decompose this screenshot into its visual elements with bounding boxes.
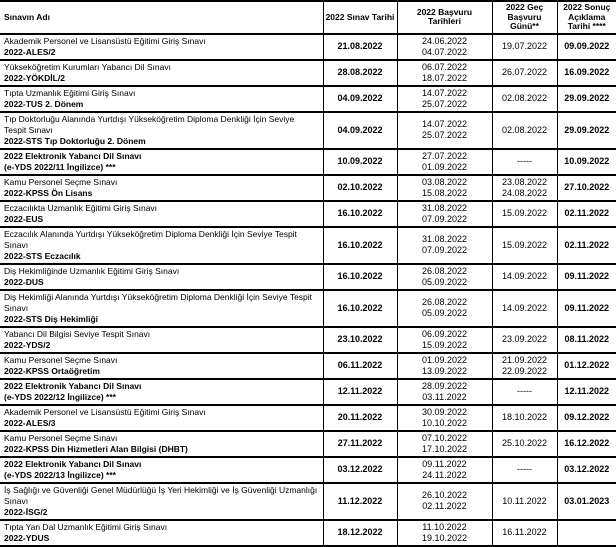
late-application-line1: ----- xyxy=(517,464,532,474)
exam-name-cell xyxy=(0,405,323,431)
late-application-cell xyxy=(492,483,557,520)
late-application-cell xyxy=(492,327,557,353)
application-dates-cell xyxy=(397,34,492,60)
late-application-cell xyxy=(492,149,557,175)
result-date-cell: 12.11.2022 xyxy=(557,379,616,405)
application-end-date: 25.07.2022 xyxy=(421,98,468,109)
exam-date-cell: 10.09.2022 xyxy=(323,149,397,175)
table-row xyxy=(0,264,616,290)
application-start-date: 14.07.2022 xyxy=(421,119,468,129)
late-application-cell xyxy=(492,112,557,149)
late-application-line1: 15.09.2022 xyxy=(501,208,548,218)
application-dates-cell xyxy=(397,327,492,353)
late-application-line1: 16.11.2022 xyxy=(502,527,547,537)
result-date-cell: 02.11.2022 xyxy=(557,201,616,227)
exam-title: Yükseköğretim Kurumları Yabancı Dil Sınavı xyxy=(4,61,171,72)
exam-title: 2022 Elektronik Yabancı Dil Sınavı xyxy=(4,458,142,469)
application-end-date: 01.09.2022 xyxy=(421,161,468,172)
late-application-cell xyxy=(492,405,557,431)
exam-title: Akademik Personel ve Lisansüstü Eğitimi Giriş Sınavı xyxy=(4,35,206,46)
exam-title: Eczacılıkta Uzmanlık Eğitimi Giriş Sınavı xyxy=(4,202,158,213)
table-row xyxy=(0,201,616,227)
exam-title: Akademik Personel ve Lisansüstü Eğitimi Giriş Sınavı xyxy=(4,406,206,417)
result-date-cell: 16.12.2022 xyxy=(557,431,616,457)
col-header-exam-name: Sınavın Adı xyxy=(0,1,323,34)
late-application-line1: 23.09.2022 xyxy=(501,334,548,344)
late-application-cell xyxy=(492,175,557,201)
exam-date-cell: 06.11.2022 xyxy=(323,353,397,379)
application-start-date: 27.07.2022 xyxy=(421,150,468,161)
exam-title: Tıpta Uzmanlık Eğitimi Giriş Sınavı xyxy=(4,87,136,98)
exam-title: 2022 Elektronik Yabancı Dil Sınavı xyxy=(4,150,142,161)
result-date-cell: 09.09.2022 xyxy=(557,34,616,60)
application-start-date: 24.06.2022 xyxy=(421,35,468,46)
exam-date-cell: 28.08.2022 xyxy=(323,60,397,86)
late-application-cell xyxy=(492,201,557,227)
application-dates-cell xyxy=(397,149,492,175)
header-row xyxy=(0,1,616,34)
application-start-date: 31.08.2022 xyxy=(421,202,468,213)
application-dates-cell xyxy=(397,483,492,520)
application-end-date: 24.11.2022 xyxy=(422,469,467,480)
application-start-date: 28.09.2022 xyxy=(421,380,468,391)
exam-code: 2022-DUS xyxy=(4,276,44,287)
table-row xyxy=(0,149,616,175)
exam-date-cell: 20.11.2022 xyxy=(323,405,397,431)
table-row xyxy=(0,483,616,520)
application-start-date: 11.10.2022 xyxy=(422,521,467,532)
col-header-late-application: 2022 Geç Başvuru Günü** xyxy=(492,1,557,34)
application-end-date: 05.09.2022 xyxy=(421,308,468,318)
exam-date-cell: 16.10.2022 xyxy=(323,227,397,264)
application-dates-cell xyxy=(397,520,492,546)
exam-title: Kamu Personel Seçme Sınavı xyxy=(4,432,118,443)
table-row xyxy=(0,86,616,112)
application-dates-cell xyxy=(397,86,492,112)
exam-code: 2022-KPSS Ortaöğretim xyxy=(4,365,100,376)
table-row xyxy=(0,290,616,327)
late-application-line2: 22.09.2022 xyxy=(501,365,548,376)
application-dates-cell xyxy=(397,405,492,431)
exam-name-cell xyxy=(0,86,323,112)
exam-date-cell: 03.12.2022 xyxy=(323,457,397,483)
result-date-cell: 10.09.2022 xyxy=(557,149,616,175)
exam-title: İş Sağlığı ve Güvenliği Genel Müdürlüğü İş Yeri Hekimliği ve İş Güvenliği Uzmanlığı Sınavı xyxy=(4,484,318,506)
late-application-line1: 23.08.2022 xyxy=(501,176,548,187)
result-date-cell: 02.11.2022 xyxy=(557,227,616,264)
result-date-cell xyxy=(557,520,616,546)
late-application-cell xyxy=(492,34,557,60)
late-application-cell xyxy=(492,353,557,379)
exam-code: 2022-KPSS Din Hizmetleri Alan Bilgisi (DHBT) xyxy=(4,443,188,454)
result-date-cell: 09.12.2022 xyxy=(557,405,616,431)
exam-code: 2022-EUS xyxy=(4,213,44,224)
table-row xyxy=(0,327,616,353)
application-end-date: 04.07.2022 xyxy=(421,46,468,57)
result-date-cell: 29.09.2022 xyxy=(557,86,616,112)
table-row xyxy=(0,405,616,431)
late-application-cell xyxy=(492,86,557,112)
exam-name-cell xyxy=(0,520,323,546)
exam-name-cell xyxy=(0,112,323,149)
exam-name-cell xyxy=(0,379,323,405)
application-end-date: 18.07.2022 xyxy=(421,72,468,83)
exam-name-cell xyxy=(0,483,323,520)
late-application-cell xyxy=(492,457,557,483)
application-end-date: 10.10.2022 xyxy=(421,417,468,428)
late-application-line2: 24.08.2022 xyxy=(501,187,548,198)
exam-code: 2022-ALES/2 xyxy=(4,46,56,57)
application-start-date: 09.11.2022 xyxy=(422,458,467,469)
exam-title: 2022 Elektronik Yabancı Dil Sınavı xyxy=(4,380,142,391)
exam-title: Tıpta Yan Dal Uzmanlık Eğitimi Giriş Sınavı xyxy=(4,521,168,532)
exam-title: Tıp Doktorluğu Alanında Yurtdışı Yükseköğretim Diploma Denkliği İçin Seviye Tespit Sınavı xyxy=(4,113,295,135)
application-dates-cell xyxy=(397,175,492,201)
late-application-line1: 25.10.2022 xyxy=(501,438,548,448)
late-application-line1: 10.11.2022 xyxy=(502,495,547,506)
table-row xyxy=(0,175,616,201)
result-date-cell: 16.09.2022 xyxy=(557,60,616,86)
application-start-date: 30.09.2022 xyxy=(421,406,468,417)
application-dates-cell xyxy=(397,264,492,290)
exam-name-cell xyxy=(0,201,323,227)
application-dates-cell xyxy=(397,353,492,379)
late-application-line1: 26.07.2022 xyxy=(501,67,548,77)
exam-date-cell: 16.10.2022 xyxy=(323,290,397,327)
table-row xyxy=(0,379,616,405)
application-end-date: 03.11.2022 xyxy=(422,391,467,402)
late-application-line1: 18.10.2022 xyxy=(501,412,548,422)
result-date-cell: 03.01.2023 xyxy=(557,483,616,520)
table-row xyxy=(0,60,616,86)
col-header-exam-date: 2022 Sınav Tarihi xyxy=(323,1,397,34)
application-end-date: 02.11.2022 xyxy=(422,501,467,511)
result-date-cell: 09.11.2022 xyxy=(557,290,616,327)
application-end-date: 07.09.2022 xyxy=(421,245,468,255)
table-row xyxy=(0,353,616,379)
late-application-line1: 02.08.2022 xyxy=(501,93,548,103)
application-start-date: 06.09.2022 xyxy=(421,328,468,339)
application-dates-cell xyxy=(397,227,492,264)
exam-code: (e-YDS 2022/12 İngilizce) *** xyxy=(4,391,116,402)
application-end-date: 19.10.2022 xyxy=(421,532,468,543)
exam-date-cell: 04.09.2022 xyxy=(323,112,397,149)
application-start-date: 06.07.2022 xyxy=(421,61,468,72)
exam-date-cell: 12.11.2022 xyxy=(323,379,397,405)
application-end-date: 07.09.2022 xyxy=(421,213,468,224)
table-row xyxy=(0,112,616,149)
table-row xyxy=(0,457,616,483)
exam-name-cell xyxy=(0,227,323,264)
application-start-date: 14.07.2022 xyxy=(421,87,468,98)
exam-code: 2022-KPSS Ön Lisans xyxy=(4,187,93,198)
application-end-date: 05.09.2022 xyxy=(421,276,468,287)
col-header-application-dates: 2022 Başvuru Tarihleri xyxy=(397,1,492,34)
exam-date-cell: 16.10.2022 xyxy=(323,201,397,227)
table-row xyxy=(0,227,616,264)
table-row xyxy=(0,34,616,60)
exam-date-cell: 11.12.2022 xyxy=(323,483,397,520)
exam-name-cell xyxy=(0,264,323,290)
exam-name-cell xyxy=(0,431,323,457)
exam-name-cell xyxy=(0,290,323,327)
application-start-date: 01.09.2022 xyxy=(421,354,468,365)
exam-date-cell: 16.10.2022 xyxy=(323,264,397,290)
late-application-line1: 02.08.2022 xyxy=(501,124,548,135)
exam-title: Diş Hekimliğinde Uzmanlık Eğitimi Giriş Sınavı xyxy=(4,265,180,276)
application-end-date: 13.09.2022 xyxy=(421,365,468,376)
late-application-cell xyxy=(492,431,557,457)
exam-title: Diş Hekimliği Alanında Yurtdışı Yükseköğretim Diploma Denkliği İçin Seviye Tespit Sınavı xyxy=(4,291,313,313)
exam-date-cell: 02.10.2022 xyxy=(323,175,397,201)
exam-code: 2022-STS Eczacılık xyxy=(4,250,81,261)
application-start-date: 26.10.2022 xyxy=(421,490,468,500)
application-start-date: 31.08.2022 xyxy=(421,234,468,244)
result-date-cell: 08.11.2022 xyxy=(557,327,616,353)
exam-code: (e-YDS 2022/13 İngilizce) *** xyxy=(4,469,116,480)
exam-title: Eczacılık Alanında Yurtdışı Yükseköğretim Diploma Denkliği İçin Seviye Tespit Sınavı xyxy=(4,228,297,250)
application-end-date: 17.10.2022 xyxy=(421,443,468,454)
exam-code: 2022-STS Diş Hekimliği xyxy=(4,313,99,324)
late-application-line1: ----- xyxy=(517,386,532,396)
exam-name-cell xyxy=(0,457,323,483)
exam-title: Yabancı Dil Bilgisi Seviye Tespit Sınavı xyxy=(4,328,151,339)
application-start-date: 26.08.2022 xyxy=(421,297,468,307)
application-dates-cell xyxy=(397,379,492,405)
exam-name-cell xyxy=(0,34,323,60)
exam-code: 2022-YDUS xyxy=(4,532,50,543)
exam-name-cell xyxy=(0,175,323,201)
exam-code: 2022-ALES/3 xyxy=(4,417,56,428)
late-application-cell xyxy=(492,264,557,290)
result-date-cell: 27.10.2022 xyxy=(557,175,616,201)
application-dates-cell xyxy=(397,112,492,149)
application-dates-cell xyxy=(397,60,492,86)
late-application-cell xyxy=(492,379,557,405)
exam-code: 2022-YÖKDİL/2 xyxy=(4,72,65,83)
application-end-date: 15.09.2022 xyxy=(421,339,468,350)
application-start-date: 26.08.2022 xyxy=(421,265,468,276)
application-start-date: 03.08.2022 xyxy=(421,176,468,187)
application-dates-cell xyxy=(397,201,492,227)
exam-code: 2022-TUS 2. Dönem xyxy=(4,98,84,109)
late-application-cell xyxy=(492,227,557,264)
late-application-line1: 15.09.2022 xyxy=(501,239,548,250)
exam-date-cell: 21.08.2022 xyxy=(323,34,397,60)
exam-code: 2022-İSG/2 xyxy=(4,506,48,517)
exam-code: 2022-STS Tıp Doktorluğu 2. Dönem xyxy=(4,135,146,146)
exam-date-cell: 04.09.2022 xyxy=(323,86,397,112)
exam-title: Kamu Personel Seçme Sınavı xyxy=(4,176,118,187)
late-application-line1: 14.09.2022 xyxy=(501,302,548,313)
late-application-line1: 21.09.2022 xyxy=(501,354,548,365)
application-start-date: 07.10.2022 xyxy=(421,432,468,443)
application-dates-cell xyxy=(397,290,492,327)
exam-code: 2022-YDS/2 xyxy=(4,339,51,350)
exam-name-cell xyxy=(0,60,323,86)
exam-code: (e-YDS 2022/11 İngilizce) *** xyxy=(4,161,116,172)
result-date-cell: 29.09.2022 xyxy=(557,112,616,149)
exam-date-cell: 18.12.2022 xyxy=(323,520,397,546)
application-dates-cell xyxy=(397,457,492,483)
exam-date-cell: 23.10.2022 xyxy=(323,327,397,353)
late-application-cell xyxy=(492,520,557,546)
late-application-cell xyxy=(492,60,557,86)
late-application-line1: 19.07.2022 xyxy=(501,41,548,51)
col-header-result-date: 2022 Sonuç Açıklama Tarihi **** xyxy=(557,1,616,34)
application-end-date: 15.08.2022 xyxy=(421,187,468,198)
late-application-cell xyxy=(492,290,557,327)
result-date-cell: 01.12.2022 xyxy=(557,353,616,379)
late-application-line1: ----- xyxy=(517,156,532,166)
exam-name-cell xyxy=(0,149,323,175)
result-date-cell: 03.12.2022 xyxy=(557,457,616,483)
exam-name-cell xyxy=(0,353,323,379)
application-dates-cell xyxy=(397,431,492,457)
exam-name-cell xyxy=(0,327,323,353)
table-row xyxy=(0,431,616,457)
exam-date-cell: 27.11.2022 xyxy=(323,431,397,457)
result-date-cell: 09.11.2022 xyxy=(557,264,616,290)
exam-title: Kamu Personel Seçme Sınavı xyxy=(4,354,118,365)
late-application-line1: 14.09.2022 xyxy=(501,271,548,281)
application-end-date: 25.07.2022 xyxy=(421,130,468,140)
table-row xyxy=(0,520,616,546)
